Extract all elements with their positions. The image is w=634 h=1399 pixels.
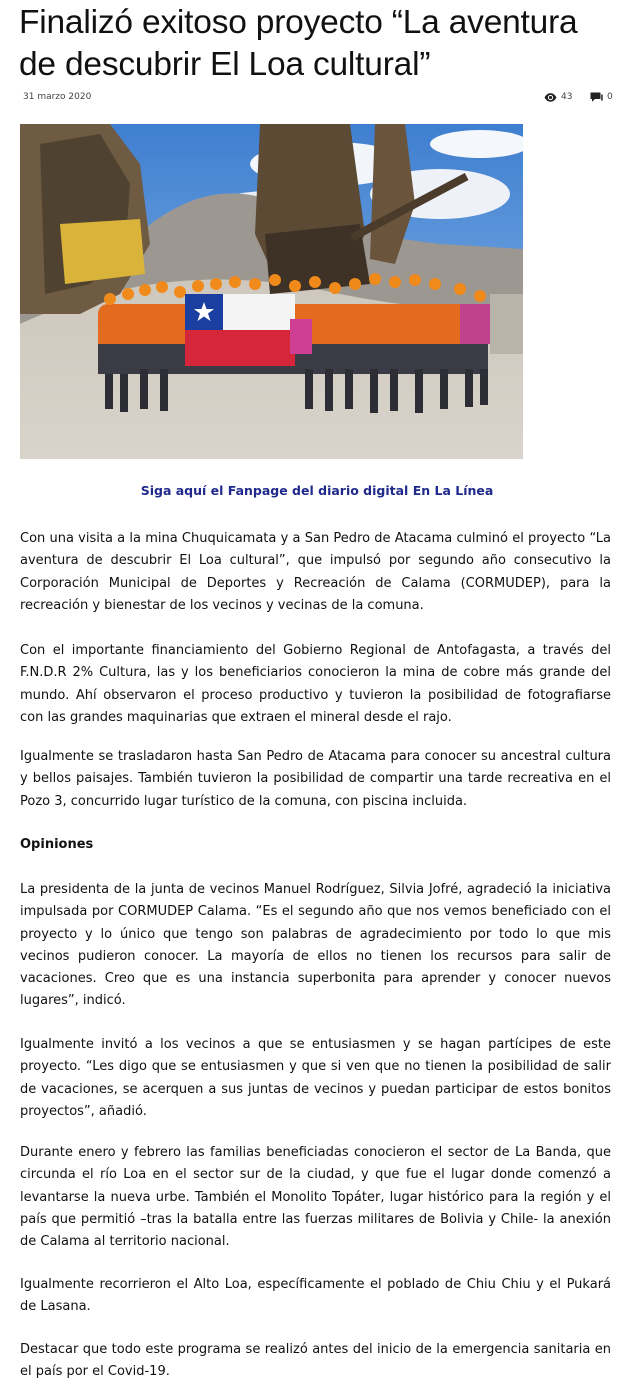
paragraph-6: Durante enero y febrero las familias beneficiadas conocieron el sector de La Banda, que circunda el río Loa en el sector sur de la ciudad, y que fue el lugar donde comenzó a levantarse la nueva urbe. También el Monolito Topáter, lugar histórico para la región y el país que permitió –tras la batalla entre las fuerzas militares de Bolivia y Chile- la anexión de Calama al territorio nacional. (20, 1145, 611, 1250)
article-photo (20, 124, 523, 459)
eye-icon (544, 93, 557, 102)
paragraph-8: Destacar que todo este programa se realizó antes del inicio de la emergencia sanitaria en el país por el Covid-19. (20, 1342, 611, 1380)
paragraph-3: Igualmente se trasladaron hasta San Pedro de Atacama para conocer su ancestral cultura y bellos paisajes. También tuvieron la posibilidad de compartir una tarde recreativa en el Pozo 3, concurrido lugar turístico de la comuna, con piscina incluida. (20, 749, 611, 809)
fanpage-link[interactable]: Siga aquí el Fanpage del diario digital En La Línea (140, 483, 494, 498)
views-count: 43 (561, 92, 573, 102)
article-date: 31 marzo 2020 (23, 92, 92, 102)
paragraph-4: La presidenta de la junta de vecinos Manuel Rodríguez, Silvia Jofré, agradeció la iniciativa impulsada por CORMUDEP Calama. “Es el segundo año que nos vemos beneficiado con el proyecto y lo único que tengo son palabras de agradecimiento por todo lo que mis vecinos pudieron conocer. La mayoría de ellos no tienen los recursos para salir de vacaciones. Creo que es una instancia superbonita para aprender y conocer nuevos lugares”, indicó. (20, 882, 611, 1009)
comments-count: 0 (607, 92, 613, 102)
paragraph-1: Con una visita a la mina Chuquicamata y a San Pedro de Atacama culminó el proyecto “La aventura de descubrir El Loa cultural”, que impulsó por segundo año consecutivo la Corporación Municipal de Deportes y Recreación de Calama (CORMUDEP), para la recreación y bienestar de los vecinos y vecinas de la comuna. (20, 531, 611, 613)
section-heading-opiniones: Opiniones (20, 837, 94, 852)
article-meta (23, 92, 612, 106)
article-title: Finalizó exitoso proyecto “La aventura de descubrir El Loa cultural” (19, 4, 578, 83)
paragraph-7: Igualmente recorrieron el Alto Loa, específicamente el poblado de Chiu Chiu y el Pukará de Lasana. (20, 1277, 611, 1315)
comments-counter[interactable] (590, 92, 613, 102)
paragraph-2: Con el importante financiamiento del Gobierno Regional de Antofagasta, a través del F.N.D.R 2% Cultura, las y los beneficiarios conocieron la mina de cobre más grande del mundo. Ahí observaron el proceso productivo y tuvieron la posibilidad de fotografiarse con las grandes maquinarias que extraen el mineral desde el rajo. (20, 643, 611, 725)
paragraph-5: Igualmente invitó a los vecinos a que se entusiasmen y se hagan partícipes de este proyecto. “Les digo que se entusiasmen y que si ven que no tienen la posibilidad de salir de vacaciones, se acerquen a sus juntas de vecinos y puedan participar de estos bonitos proyectos”, añadió. (20, 1037, 611, 1119)
comment-icon (590, 92, 603, 102)
views-counter (544, 92, 572, 102)
